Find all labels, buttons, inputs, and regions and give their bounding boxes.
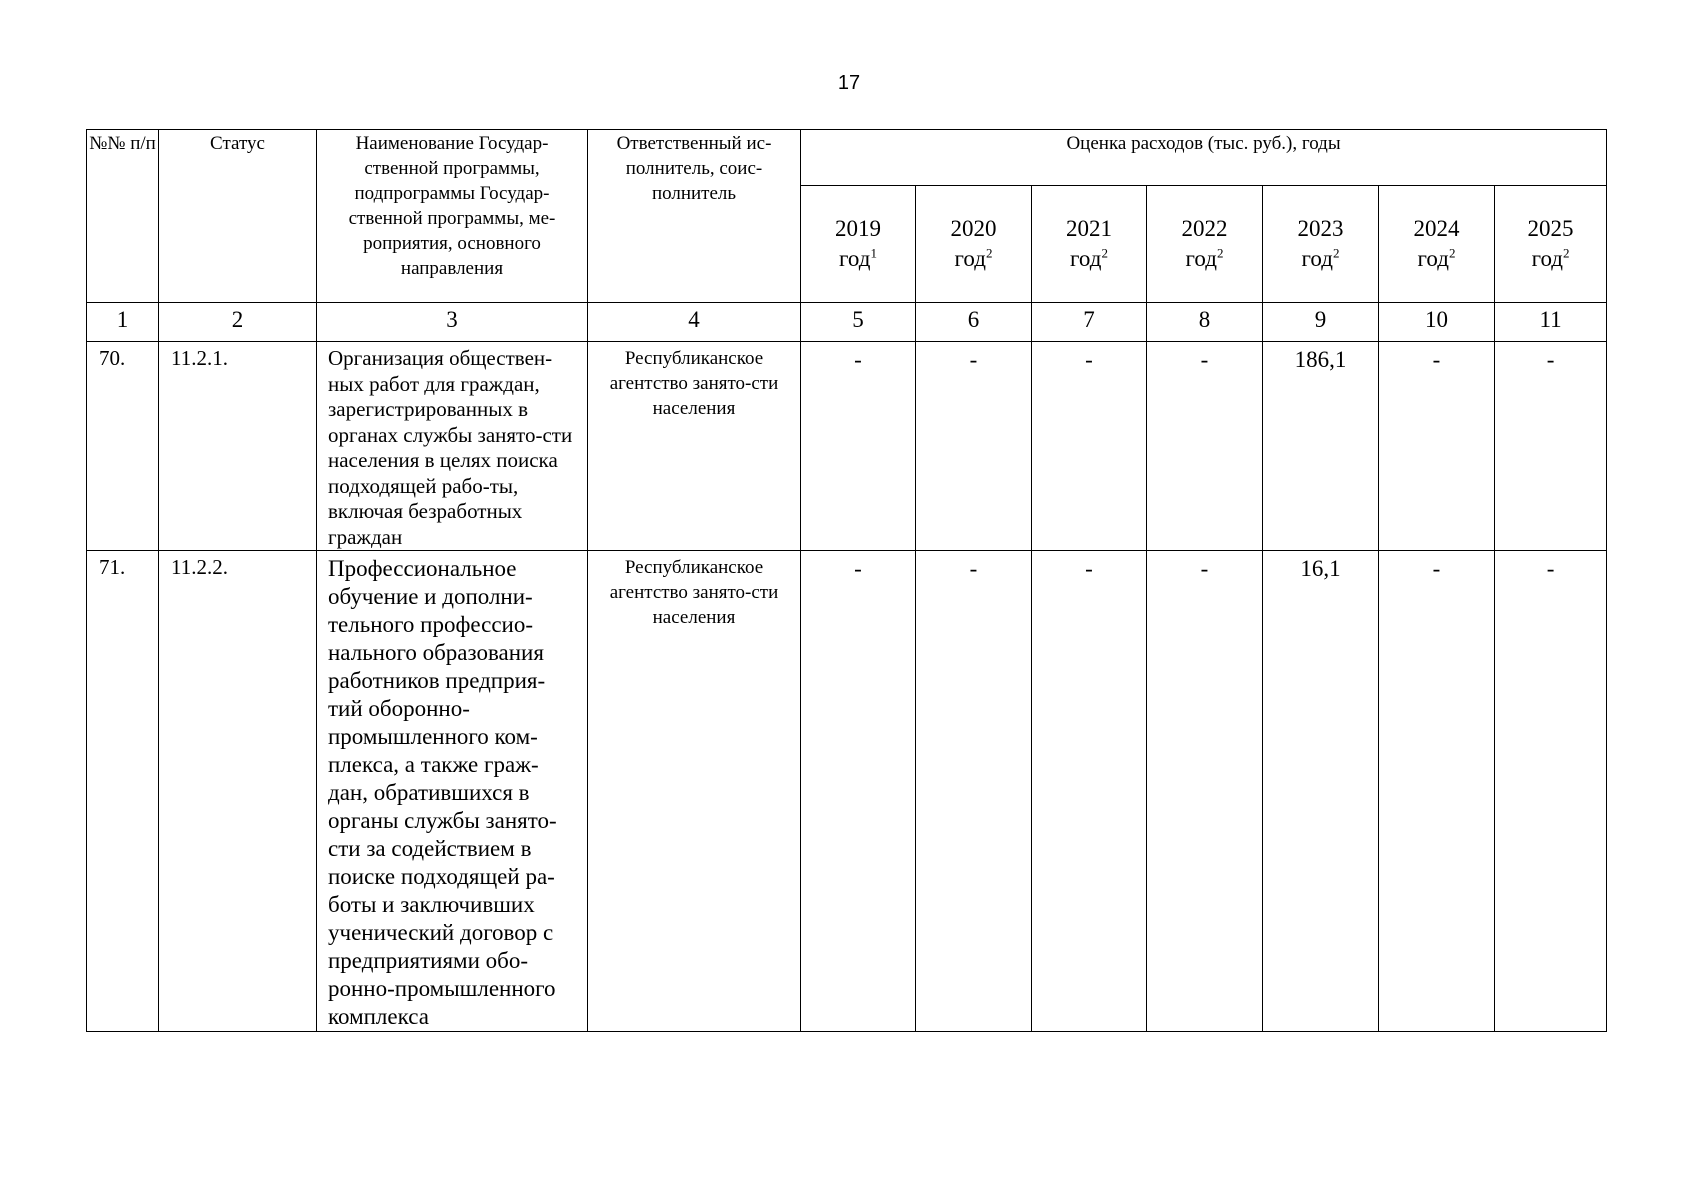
column-number: 11 (1495, 303, 1607, 342)
row-value-2024: - (1379, 342, 1495, 551)
row-value-2022: - (1147, 342, 1263, 551)
header-year-2022: 2022 год$^2$ (1147, 186, 1263, 303)
column-number: 8 (1147, 303, 1263, 342)
row-value-2019: - (801, 342, 916, 551)
row-value-2021: - (1032, 342, 1147, 551)
row-status: 11.2.2. (159, 551, 317, 1032)
row-value-2021: - (1032, 551, 1147, 1032)
header-year-2019: 2019 год$^1$ (801, 186, 916, 303)
header-name: Наименование Государ-ственной программы, подпрограммы Государ-ственной программы, ме-роприятия, основного направления (317, 130, 588, 303)
row-value-2024: - (1379, 551, 1495, 1032)
row-value-2025: - (1495, 342, 1607, 551)
header-status: Статус (159, 130, 317, 303)
header-year-2024: 2024 год$^2$ (1379, 186, 1495, 303)
row-value-2023: 16,1 (1263, 551, 1379, 1032)
table-row (87, 551, 1607, 1032)
header-year-2020: 2020 год$^2$ (916, 186, 1032, 303)
row-value-2023: 186,1 (1263, 342, 1379, 551)
header-year-2021: 2021 год$^2$ (1032, 186, 1147, 303)
table-row (87, 342, 1607, 551)
column-number: 9 (1263, 303, 1379, 342)
row-value-2025: - (1495, 551, 1607, 1032)
header-responsible: Ответственный ис-полнитель, соис-полнитель (588, 130, 801, 303)
header-num: №№ п/п (87, 130, 159, 303)
row-value-2022: - (1147, 551, 1263, 1032)
header-row-top (87, 130, 1607, 186)
column-number: 1 (87, 303, 159, 342)
row-value-2019: - (801, 551, 916, 1032)
column-number: 3 (317, 303, 588, 342)
budget-table (86, 129, 1607, 1032)
column-number: 7 (1032, 303, 1147, 342)
row-number: 70. (87, 342, 159, 551)
column-number: 5 (801, 303, 916, 342)
row-responsible: Республиканское агентство занято-сти населения (588, 342, 801, 551)
column-number: 2 (159, 303, 317, 342)
header-costs: Оценка расходов (тыс. руб.), годы (801, 130, 1607, 186)
column-number: 6 (916, 303, 1032, 342)
page-number: 17 (837, 72, 861, 94)
row-number: 71. (87, 551, 159, 1032)
header-year-2023: 2023 год$^2$ (1263, 186, 1379, 303)
row-value-2020: - (916, 342, 1032, 551)
column-number: 4 (588, 303, 801, 342)
column-number: 10 (1379, 303, 1495, 342)
row-value-2020: - (916, 551, 1032, 1032)
row-responsible: Республиканское агентство занято-сти населения (588, 551, 801, 1032)
row-name: Профессиональное обучение и дополни-тельного профессио-нального образования работников предприя-тий оборонно-промышленного ком-плекса, а также граж-дан, обратившихся в органы службы занято-сти за содействием в поиске подходящей ра-боты и заключивших ученический договор с предприятиями обо-ронно-промышленного комплекса (317, 551, 588, 1032)
header-year-2025: 2025 год$^2$ (1495, 186, 1607, 303)
row-status: 11.2.1. (159, 342, 317, 551)
row-name: Организация обществен-ных работ для граждан, зарегистрированных в органах службы занято-сти населения в целях поиска подходящей рабо-ты, включая безработных граждан (317, 342, 588, 551)
column-number-row (87, 303, 1607, 342)
